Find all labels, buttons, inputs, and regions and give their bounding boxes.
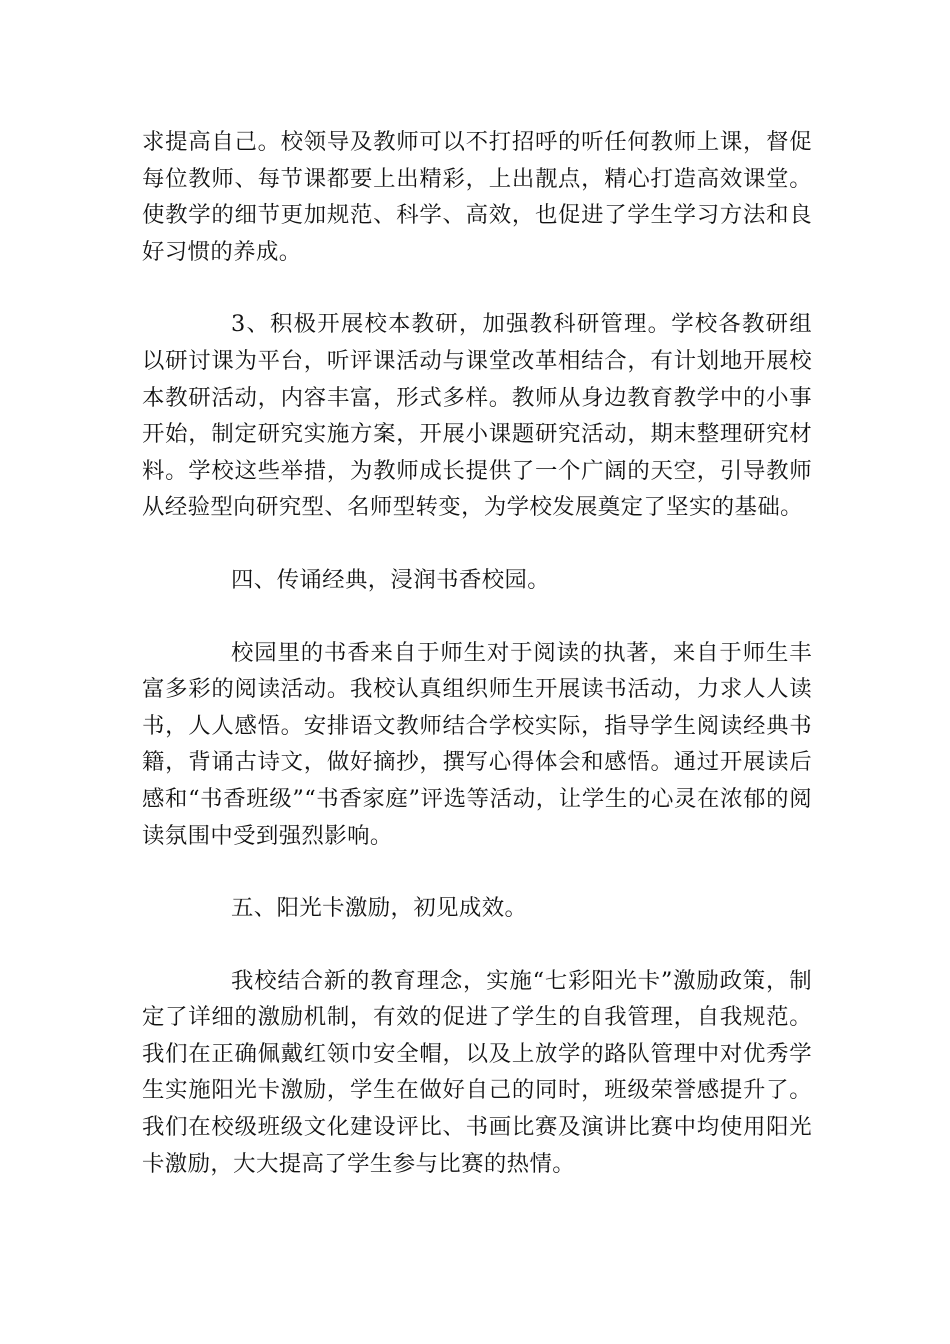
- paragraph-sunshine-card: 我校结合新的教育理念，实施“七彩阳光卡”激励政策，制定了详细的激励机制，有效的促进了学生的自我管理，自我规范。我们在正确佩戴红领巾安全帽，以及上放学的路队管理中对优秀学生实施阳光卡激励，学生在做好自己的同时，班级荣誉感提升了。我们在校级班级文化建设评比、书画比赛及演讲比赛中均使用阳光卡激励，大大提高了学生参与比赛的热情。: [142, 967, 812, 1177]
- section-heading-sunshine-card: 五、阳光卡激励，初见成效。: [231, 895, 528, 922]
- paragraph-spacer: [142, 270, 812, 306]
- paragraph-spacer: [142, 526, 812, 562]
- paragraph-continuation: 求提高自己。校领导及教师可以不打招呼的听任何教师上课，督促每位教师、每节课都要上出精彩，上出靓点，精心打造高效课堂。使教学的细节更加规范、科学、高效，也促进了学生学习方法和良好习惯的养成。: [142, 129, 812, 265]
- document-page: [142, 124, 812, 1182]
- paragraph-spacer: [142, 854, 812, 890]
- paragraph-reading: 校园里的书香来自于师生对于阅读的执著，来自于师生丰富多彩的阅读活动。我校认真组织师生开展读书活动，力求人人读书，人人感悟。安排语文教师结合学校实际，指导学生阅读经典书籍，背诵古诗文，做好摘抄，撰写心得体会和感悟。通过开展读后感和“书香班级”“书香家庭”评选等活动，让学生的心灵在浓郁的阅读氛围中受到强烈影响。: [142, 639, 812, 849]
- section-heading-classics: 四、传诵经典，浸润书香校园。: [231, 566, 551, 593]
- paragraph-spacer: [142, 927, 812, 963]
- paragraph-school-research: 3、积极开展校本教研，加强教科研管理。学校各教研组以研讨课为平台，听评课活动与课堂改革相结合，有计划地开展校本教研活动，内容丰富，形式多样。教师从身边教育教学中的小事开始，制定研究实施方案，开展小课题研究活动，期末整理研究材料。学校这些举措，为教师成长提供了一个广阔的天空，引导教师从经验型向研究型、名师型转变，为学校发展奠定了坚实的基础。: [142, 311, 812, 521]
- paragraph-spacer: [142, 599, 812, 635]
